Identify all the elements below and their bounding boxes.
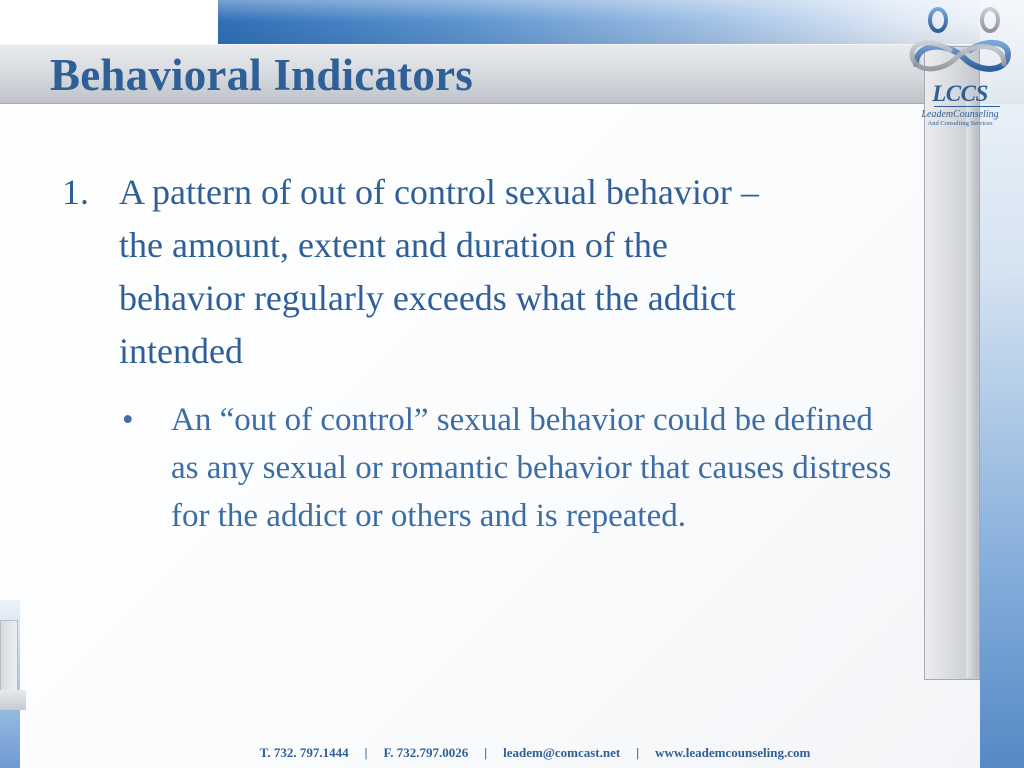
footer-phone: T. 732. 797.1444 [259, 745, 349, 760]
bullet-item-text: An “out of control” sexual behavior could be defined as any sexual or romantic behavior that causes distress for the addict or others and is repeated. [171, 402, 892, 534]
frame-right-gray-inner [966, 102, 978, 678]
slide-title: Behavioral Indicators [50, 50, 473, 100]
logo-tagline: And Consulting Services [927, 120, 993, 127]
frame-left-bottom-gray-2 [0, 690, 26, 710]
two-people-linked-icon [908, 6, 1012, 82]
footer-email[interactable]: leadem@comcast.net [503, 745, 621, 760]
footer-separator: | [636, 745, 640, 760]
list-item-text: A pattern of out of control sexual behavior – the amount, extent and duration of the behavior regularly exceeds what the addict intended [119, 172, 759, 371]
logo-divider [934, 106, 1000, 107]
footer-separator: | [364, 745, 368, 760]
list-number: 1. [62, 172, 89, 212]
logo-wordmark: LCCS [932, 81, 988, 106]
company-logo [908, 6, 1012, 140]
contact-footer [110, 745, 960, 761]
numbered-list-item [62, 166, 842, 378]
footer-separator: | [484, 745, 488, 760]
footer-fax: F. 732.797.0026 [383, 745, 469, 760]
logo-subtitle: LeademCounseling [921, 109, 999, 120]
bullet-list-item [122, 396, 902, 540]
bullet-icon: • [122, 402, 134, 438]
frame-top-blue-shade [218, 0, 1024, 48]
frame-top-left-block [0, 0, 218, 44]
footer-website[interactable]: www.leademcounseling.com [655, 745, 811, 760]
